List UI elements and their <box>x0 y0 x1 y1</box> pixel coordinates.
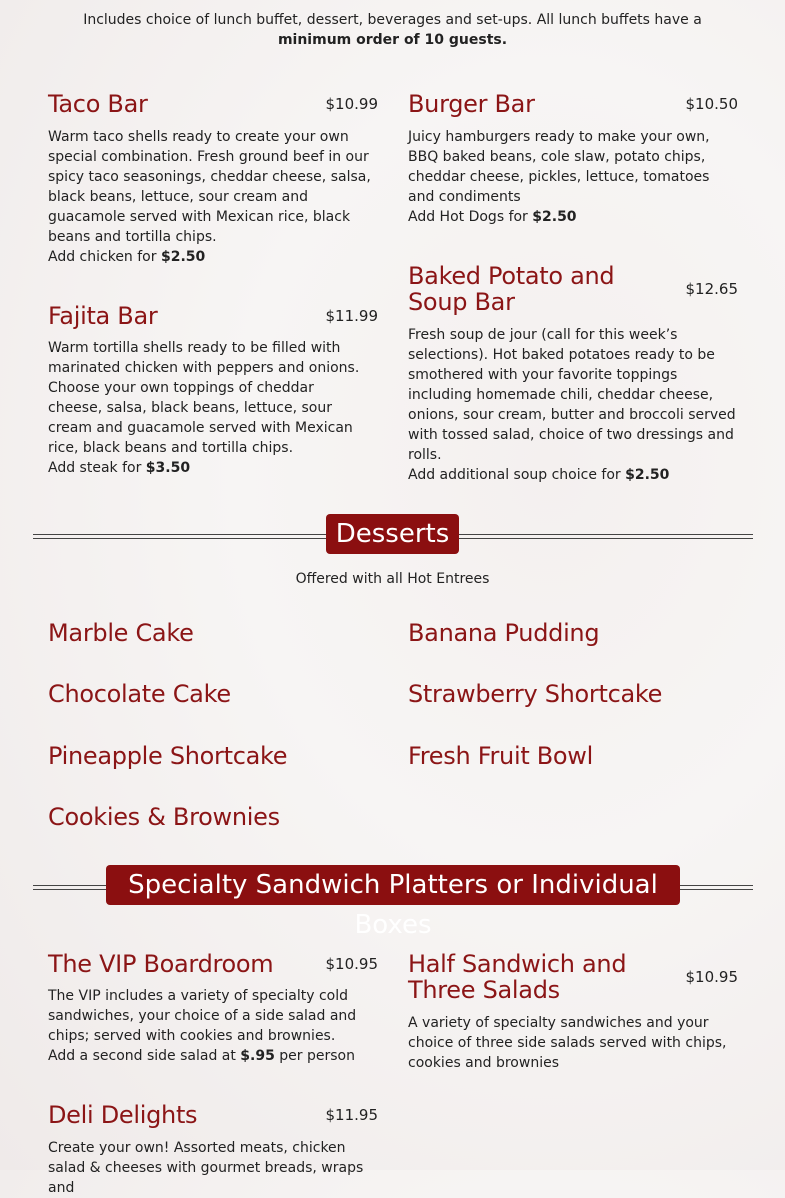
taco-bar-price: $10.99 <box>325 95 378 113</box>
taco-bar-addon: Add chicken for $2.50 <box>48 249 206 265</box>
burger-bar-price: $10.50 <box>685 95 738 113</box>
deli-delights-title: Deli Delights <box>48 1101 198 1129</box>
dessert-item: Fresh Fruit Bowl <box>408 742 593 770</box>
desserts-subtitle: Offered with all Hot Entrees <box>295 571 490 587</box>
dessert-item: Chocolate Cake <box>48 680 231 708</box>
half-sandwich-three-salads-price: $10.95 <box>685 968 738 986</box>
burger-bar-addon: Add Hot Dogs for $2.50 <box>408 209 577 225</box>
fajita-bar-title: Fajita Bar <box>48 302 158 330</box>
fajita-bar-description: Warm tortilla shells ready to be filled with marinated chicken with peppers and onions. Choose your own toppings of cheddar cheese, salsa, black beans, lettuce, sour cream and guacamole served with Mexican rice, black beans and tortilla chips. Add steak for $3.50 <box>48 338 368 478</box>
vip-boardroom-addon: Add a second side salad at $.95 per person <box>48 1048 355 1064</box>
vip-boardroom-price: $10.95 <box>325 955 378 973</box>
intro-line: Includes choice of lunch buffet, dessert, beverages and set-ups. All lunch buffets have a <box>83 12 702 28</box>
burger-bar-title: Burger Bar <box>408 90 535 118</box>
baked-potato-soup-bar-title: Baked Potato and Soup Bar <box>408 262 615 316</box>
dessert-item: Marble Cake <box>48 619 194 647</box>
deli-delights-description: Create your own! Assorted meats, chicken salad & cheeses with gourmet breads, wraps and <box>48 1140 364 1196</box>
baked-potato-soup-bar-price: $12.65 <box>685 280 738 298</box>
dessert-item: Strawberry Shortcake <box>408 680 663 708</box>
burger-bar-description: Juicy hamburgers ready to make your own, BBQ baked beans, cole slaw, potato chips, cheddar cheese, pickles, lettuce, tomatoes and condiments Add Hot Dogs for $2.50 <box>408 127 738 227</box>
fajita-bar-addon: Add steak for $3.50 <box>48 460 191 476</box>
vip-boardroom-description: The VIP includes a variety of specialty cold sandwiches, your choice of a side salad and chips; served with cookies and brownies. Add a second side salad at $.95 per person <box>48 986 368 1066</box>
baked-potato-soup-bar-description: Fresh soup de jour (call for this week’s selections). Hot baked potatoes ready to be smothered with your favorite toppings including homemade chili, cheddar cheese, onions, sour cream, butter and broccoli served with tossed salad, choice of two dressings and rolls. Add additional soup choice for $2.50 <box>408 325 738 485</box>
fajita-bar-price: $11.99 <box>325 307 378 325</box>
sandwich-heading: Specialty Sandwich Platters or Individual Boxes <box>106 865 680 905</box>
deli-delights-price: $11.95 <box>325 1106 378 1124</box>
half-sandwich-three-salads-description: A variety of specialty sandwiches and your choice of three side salads served with chips, cookies and brownies <box>408 1015 727 1071</box>
dessert-item: Pineapple Shortcake <box>48 742 288 770</box>
half-sandwich-three-salads-title: Half Sandwich and Three Salads <box>408 950 627 1004</box>
intro-minimum-order: minimum order of 10 guests. <box>277 32 508 48</box>
taco-bar-description: Warm taco shells ready to create your own special combination. Fresh ground beef in our spicy taco seasonings, cheddar cheese, salsa, black beans, lettuce, sour cream and guacamole served with Mexican rice, black beans and tortilla chips. Add chicken for $2.50 <box>48 127 378 267</box>
baked-potato-soup-bar-addon: Add additional soup choice for $2.50 <box>408 467 670 483</box>
vip-boardroom-title: The VIP Boardroom <box>48 950 274 978</box>
desserts-heading: Desserts <box>326 514 459 554</box>
taco-bar-title: Taco Bar <box>48 90 148 118</box>
intro-text <box>0 10 785 50</box>
dessert-item: Banana Pudding <box>408 619 600 647</box>
dessert-item: Cookies & Brownies <box>48 803 280 831</box>
